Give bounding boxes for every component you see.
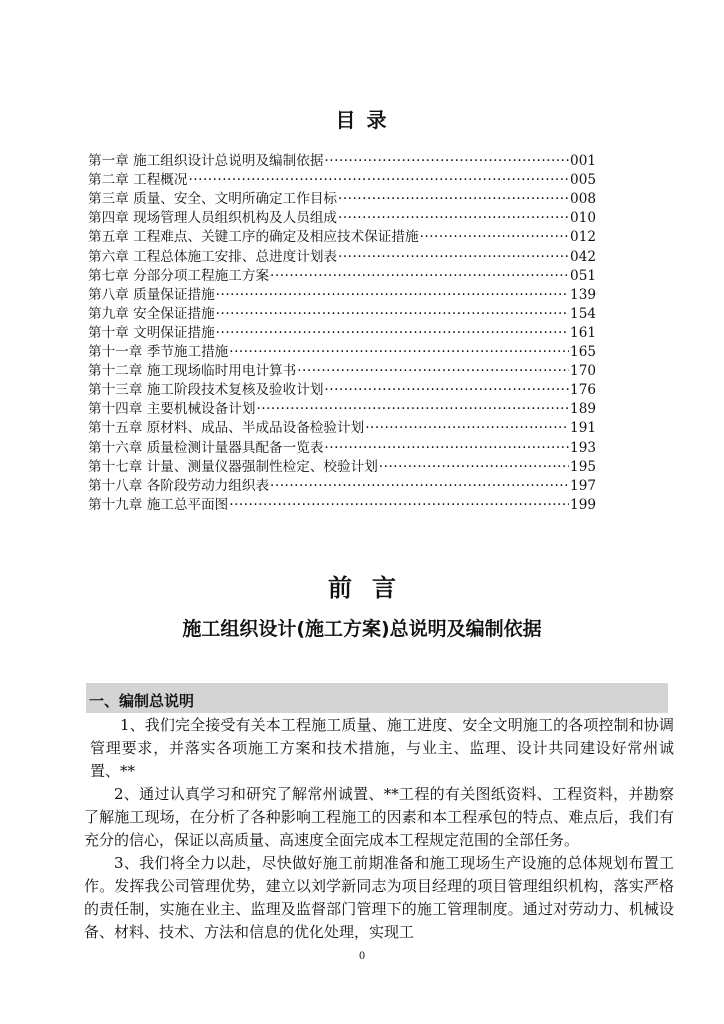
- toc-leader-dots: [338, 190, 569, 209]
- toc-entry-page: 010: [570, 210, 596, 227]
- toc-leader-dots: [379, 458, 569, 477]
- toc-entry-label: 第八章 质量保证措施: [88, 286, 215, 303]
- toc-entry: [88, 438, 596, 457]
- toc-entry-label: 第七章 分部分项工程施工方案: [88, 267, 270, 284]
- toc-entry-page: 165: [570, 344, 596, 361]
- paragraph: 2、通过认真学习和研究了解常州诚置、**工程的有关图纸资料、工程资料，并勘察了解施工现场，在分析了各种影响工程施工的因素和本工程承包的特点、难点后，我们有充分的信心，保证以高质量、高速度全面完成本工程规定范围的全部任务。: [84, 785, 674, 849]
- toc-entry-label: 第五章 工程难点、关键工序的确定及相应技术保证措施: [88, 229, 419, 246]
- toc-entry: [88, 362, 596, 381]
- page-number: 0: [358, 951, 366, 962]
- toc-entry: [88, 400, 596, 419]
- toc-entry-page: 139: [570, 286, 596, 303]
- toc-leader-dots: [338, 209, 569, 228]
- toc-entry-page: 051: [570, 267, 596, 284]
- toc-leader-dots: [188, 171, 569, 190]
- toc-leader-dots: [297, 362, 569, 381]
- toc-entry-label: 第十章 文明保证措施: [88, 324, 215, 341]
- toc-leader-dots: [216, 305, 569, 324]
- paragraph: 3、我们将全力以赴，尽快做好施工前期准备和施工现场生产设施的总体规划布置工作。发挥我公司管理优势，建立以刘学新同志为项目经理的项目管理组织机构，落实严格的责任制，实施在业主、监理及监督部门管理下的施工管理制度。通过对劳动力、机械设备、材料、技术、方法和信息的优化处理，实现工: [84, 854, 674, 941]
- toc-entry: [88, 324, 596, 343]
- toc-entry-label: 第十六章 质量检测计量器具配备一览表: [88, 439, 324, 456]
- toc-entry-label: 第十五章 原材料、成品、半成品设备检验计划: [88, 420, 365, 437]
- toc-leader-dots: [324, 152, 569, 171]
- toc-entry-label: 第二章 工程概况: [88, 172, 188, 189]
- toc-entry: [88, 247, 596, 266]
- toc-entry-label: 第十九章 施工总平面图: [88, 496, 229, 513]
- toc-entry-page: 154: [570, 305, 596, 322]
- toc-entry: [88, 209, 596, 228]
- toc-entry: [88, 343, 596, 362]
- toc-entry: [88, 286, 596, 305]
- toc-entry-page: 001: [570, 153, 596, 170]
- toc-entry: [88, 496, 596, 515]
- toc-leader-dots: [365, 419, 569, 438]
- toc-leader-dots: [338, 248, 569, 267]
- toc-entry-label: 第三章 质量、安全、文明所确定工作目标: [88, 191, 338, 208]
- toc-leader-dots: [229, 343, 569, 362]
- toc-entry-page: 042: [570, 248, 596, 265]
- toc-entry-page: 161: [570, 324, 596, 341]
- toc-entry-page: 191: [570, 420, 596, 437]
- toc-entry-label: 第十四章 主要机械设备计划: [88, 401, 256, 418]
- toc-entry: [88, 477, 596, 496]
- toc-entry-label: 第十七章 计量、测量仪器强制性检定、校验计划: [88, 458, 378, 475]
- section-heading: 一、编制总说明: [89, 692, 195, 710]
- toc-leader-dots: [420, 228, 569, 247]
- preface-title: 前言: [328, 574, 416, 602]
- toc-entry-label: 第十三章 施工阶段技术复核及验收计划: [88, 382, 324, 399]
- toc-leader-dots: [216, 286, 569, 305]
- section-body: [84, 714, 674, 944]
- toc-entry-page: 195: [570, 458, 596, 475]
- toc-entry-page: 012: [570, 229, 596, 246]
- toc-leader-dots: [324, 381, 569, 400]
- toc-entry: [88, 419, 596, 438]
- toc-entry-page: 008: [570, 191, 596, 208]
- toc-list: [88, 152, 596, 515]
- toc-entry: [88, 381, 596, 400]
- toc-entry: [88, 267, 596, 286]
- toc-leader-dots: [229, 496, 569, 515]
- toc-entry-page: 197: [570, 477, 596, 494]
- toc-entry-label: 第一章 施工组织设计总说明及编制依据: [88, 153, 324, 170]
- toc-entry-label: 第十八章 各阶段劳动力组织表: [88, 477, 270, 494]
- toc-entry-label: 第十二章 施工现场临时用电计算书: [88, 363, 297, 380]
- toc-entry-label: 第十一章 季节施工措施: [88, 344, 229, 361]
- toc-entry: [88, 171, 596, 190]
- toc-entry: [88, 458, 596, 477]
- toc-entry: [88, 305, 596, 324]
- toc-entry: [88, 190, 596, 209]
- toc-entry-label: 第六章 工程总体施工安排、总进度计划表: [88, 248, 338, 265]
- toc-leader-dots: [216, 324, 569, 343]
- toc-leader-dots: [270, 477, 569, 496]
- preface-subtitle: 施工组织设计(施工方案)总说明及编制依据: [182, 618, 542, 640]
- toc-entry: [88, 152, 596, 171]
- toc-entry: [88, 228, 596, 247]
- toc-entry-page: 005: [570, 172, 596, 189]
- toc-entry-page: 189: [570, 401, 596, 418]
- toc-entry-label: 第四章 现场管理人员组织机构及人员组成: [88, 210, 338, 227]
- toc-leader-dots: [270, 267, 569, 286]
- toc-entry-page: 199: [570, 496, 596, 513]
- toc-leader-dots: [324, 439, 569, 458]
- toc-title: 目 录: [335, 108, 389, 132]
- toc-entry-page: 170: [570, 363, 596, 380]
- paragraph: 1、我们完全接受有关本工程施工质量、施工进度、安全文明施工的各项控制和协调管理要求，并落实各项施工方案和技术措施，与业主、监理、设计共同建设好常州诚置、**: [90, 716, 674, 780]
- toc-entry-label: 第九章 安全保证措施: [88, 305, 215, 322]
- toc-leader-dots: [256, 400, 569, 419]
- toc-entry-page: 176: [570, 382, 596, 399]
- toc-entry-page: 193: [570, 439, 596, 456]
